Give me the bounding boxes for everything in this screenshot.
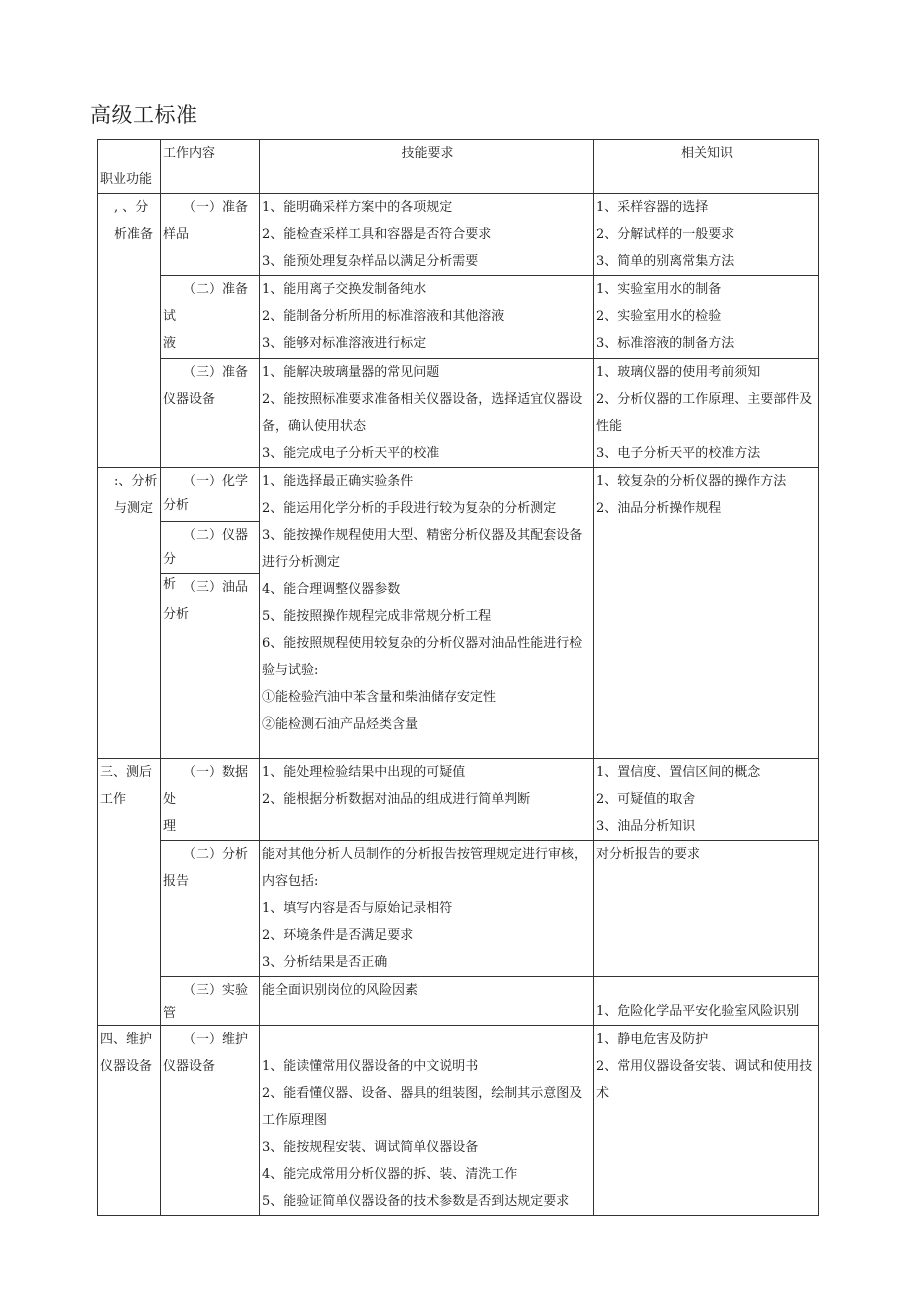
content-cell <box>161 841 260 977</box>
skill-line: 2、能按照标准要求准备相关仪器设备，选择适宜仪器设备，确认使用状态 <box>262 392 583 434</box>
knowledge-line: 3、简单的别离常集方法 <box>596 254 735 269</box>
knowledge-line: 1、危险化学品平安化验室风险识别 <box>596 1004 800 1019</box>
function-cell <box>98 1026 161 1216</box>
knowledge-line: 对分析报告的要求 <box>596 847 701 862</box>
knowledge-line: 1、静电危害及防护 <box>596 1032 709 1047</box>
content-cell <box>161 1026 260 1216</box>
table-row <box>98 841 819 977</box>
function-label: :、分析与测定 <box>114 474 158 516</box>
knowledge-cell <box>594 468 819 759</box>
skill-line: 能全面识别岗位的风险因素 <box>262 983 419 998</box>
knowledge-cell <box>594 194 819 276</box>
skill-line: 1、能选择最正确实验条件 <box>262 474 414 489</box>
content-cell <box>161 759 260 841</box>
content-cell <box>161 468 260 759</box>
content-label: 分 <box>163 552 177 567</box>
knowledge-line: 2、实验室用水的检验 <box>596 309 722 324</box>
skill-line: 6、能按照规程使用较复杂的分析仪器对油品性能进行检验与试验: <box>262 636 583 678</box>
knowledge-line: 3、电子分析天平的校准方法 <box>596 446 761 461</box>
content-label: 液 <box>163 336 177 351</box>
content-label: 仪器设备 <box>163 1059 216 1074</box>
skill-line: 4、能完成常用分析仪器的拆、装、清洗工作 <box>262 1167 518 1182</box>
skill-line: 1、能用离子交换发制备纯水 <box>262 282 427 297</box>
content-label: 分析 <box>163 607 190 622</box>
knowledge-line: 1、实验室用水的制备 <box>596 282 722 297</box>
header-skills: 技能要求 <box>260 140 594 194</box>
skills-cell <box>260 977 594 1026</box>
content-label: （一）准备 <box>183 200 249 215</box>
skills-cell <box>260 359 594 468</box>
content-label: 样品 <box>163 227 190 242</box>
skills-cell <box>260 759 594 841</box>
skill-line: 3、能按操作规程使用大型、精密分析仪器及其配套设备进行分析测定 <box>262 528 583 570</box>
skill-line: 2、能根据分析数据对油品的组成进行简单判断 <box>262 792 531 807</box>
skill-line: 1、能解决玻璃量器的常见问题 <box>262 365 440 380</box>
content-cell <box>161 359 260 468</box>
skill-line: 2、能看懂仪器、设备、器具的组装图，绘制其示意图及工作原理图 <box>262 1086 583 1128</box>
knowledge-line: 3、油品分析知识 <box>596 819 696 834</box>
function-cell <box>98 468 161 759</box>
content-label: （三）准备 <box>183 365 249 380</box>
content-label: 报告 <box>163 874 190 889</box>
skill-line: 1、能明确采样方案中的各项规定 <box>262 200 453 215</box>
content-part <box>161 574 259 628</box>
skills-cell <box>260 194 594 276</box>
page-title: 高级工标准 <box>90 103 198 127</box>
knowledge-cell <box>594 977 819 1026</box>
skill-line: ②能检测石油产品烃类含量 <box>262 717 419 732</box>
content-label: （三）实验 <box>183 983 249 998</box>
skill-line: 5、能按照操作规程完成非常规分析工程 <box>262 609 492 624</box>
function-cell <box>98 759 161 1026</box>
function-label: 四、维护仪器设备 <box>100 1032 153 1074</box>
skill-line: 2、能检查采样工具和容器是否符合要求 <box>262 227 492 242</box>
content-cell <box>161 977 260 1026</box>
knowledge-cell <box>594 1026 819 1216</box>
table-row <box>98 359 819 468</box>
table-row <box>98 276 819 359</box>
knowledge-cell <box>594 359 819 468</box>
content-label: （一）化学 <box>183 474 249 489</box>
knowledge-line: 3、标准溶液的制备方法 <box>596 336 735 351</box>
header-knowledge: 相关知识 <box>594 140 819 194</box>
skill-line: 5、能验证简单仪器设备的技术参数是否到达规定要求 <box>262 1194 570 1209</box>
standards-table <box>97 139 819 1216</box>
table-row <box>98 194 819 276</box>
header-function: 职业功能 <box>98 140 161 194</box>
content-label: 分析 <box>163 498 190 513</box>
knowledge-line: 2、油品分析操作规程 <box>596 501 722 516</box>
content-label: （二）准备 <box>183 282 249 297</box>
content-label: （一）数据 <box>183 765 249 780</box>
content-label: （二）仪器 <box>183 528 249 543</box>
header-content: 工作内容 <box>161 140 260 194</box>
knowledge-line: 2、可疑值的取舍 <box>596 792 696 807</box>
table-row <box>98 1026 819 1216</box>
knowledge-line: 1、玻璃仪器的使用考前须知 <box>596 365 761 380</box>
skills-cell <box>260 1026 594 1216</box>
skill-line: 能对其他分析人员制作的分析报告按管理规定进行审核，内容包括: <box>262 847 588 889</box>
skill-line: 1、填写内容是否与原始记录相符 <box>262 901 453 916</box>
knowledge-line: 1、较复杂的分析仪器的操作方法 <box>596 474 787 489</box>
knowledge-line: 2、分解试样的一般要求 <box>596 227 735 242</box>
knowledge-line: 1、置信度、置信区间的概念 <box>596 765 761 780</box>
function-label: , 、分析准备 <box>114 200 154 242</box>
table-row <box>98 977 819 1026</box>
skills-cell <box>260 276 594 359</box>
skills-cell <box>260 841 594 977</box>
table-row <box>98 759 819 841</box>
skill-line: 2、环境条件是否满足要求 <box>262 928 414 943</box>
knowledge-cell <box>594 759 819 841</box>
knowledge-line: 2、分析仪器的工作原理、主要部件及性能 <box>596 392 813 434</box>
header-row <box>98 140 819 194</box>
table-row <box>98 468 819 759</box>
content-label: （二）分析 <box>183 847 249 862</box>
content-cell <box>161 276 260 359</box>
knowledge-line: 2、常用仪器设备安装、调试和使用技术 <box>596 1059 813 1101</box>
skill-line: 1、能读懂常用仪器设备的中文说明书 <box>262 1059 479 1074</box>
function-label: 三、测后工作 <box>100 765 153 807</box>
content-label: 试 <box>163 309 177 324</box>
skill-line: 3、能预处理复杂样品以满足分析需要 <box>262 254 479 269</box>
content-label: 处 <box>163 792 177 807</box>
function-cell <box>98 194 161 468</box>
skills-cell <box>260 468 594 759</box>
content-label: （三）油品 <box>183 580 249 595</box>
content-label: 理 <box>163 819 177 834</box>
content-label: 仪器设备 <box>163 392 216 407</box>
content-label: 管 <box>163 1006 177 1021</box>
skill-line: 3、分析结果是否正确 <box>262 955 388 970</box>
skill-line: 2、能运用化学分析的手段进行较为复杂的分析测定 <box>262 501 557 516</box>
knowledge-line: 1、采样容器的选择 <box>596 200 709 215</box>
skill-line: 1、能处理检验结果中出现的可疑值 <box>262 765 466 780</box>
skill-line: 2、能制备分析所用的标准溶液和其他溶液 <box>262 309 505 324</box>
content-label: 析 <box>163 577 177 592</box>
content-cell <box>161 194 260 276</box>
skill-line: 3、能按规程安装、调试简单仪器设备 <box>262 1140 479 1155</box>
skill-line: 4、能合理调整仪器参数 <box>262 582 401 597</box>
knowledge-cell <box>594 276 819 359</box>
knowledge-cell <box>594 841 819 977</box>
skill-line: ①能检验汽油中苯含量和柴油储存安定性 <box>262 690 497 705</box>
skill-line: 3、能够对标准溶液进行标定 <box>262 336 427 351</box>
skill-line: 3、能完成电子分析天平的校准 <box>262 446 440 461</box>
content-part <box>161 468 259 522</box>
content-label: （一）维护 <box>183 1032 249 1047</box>
